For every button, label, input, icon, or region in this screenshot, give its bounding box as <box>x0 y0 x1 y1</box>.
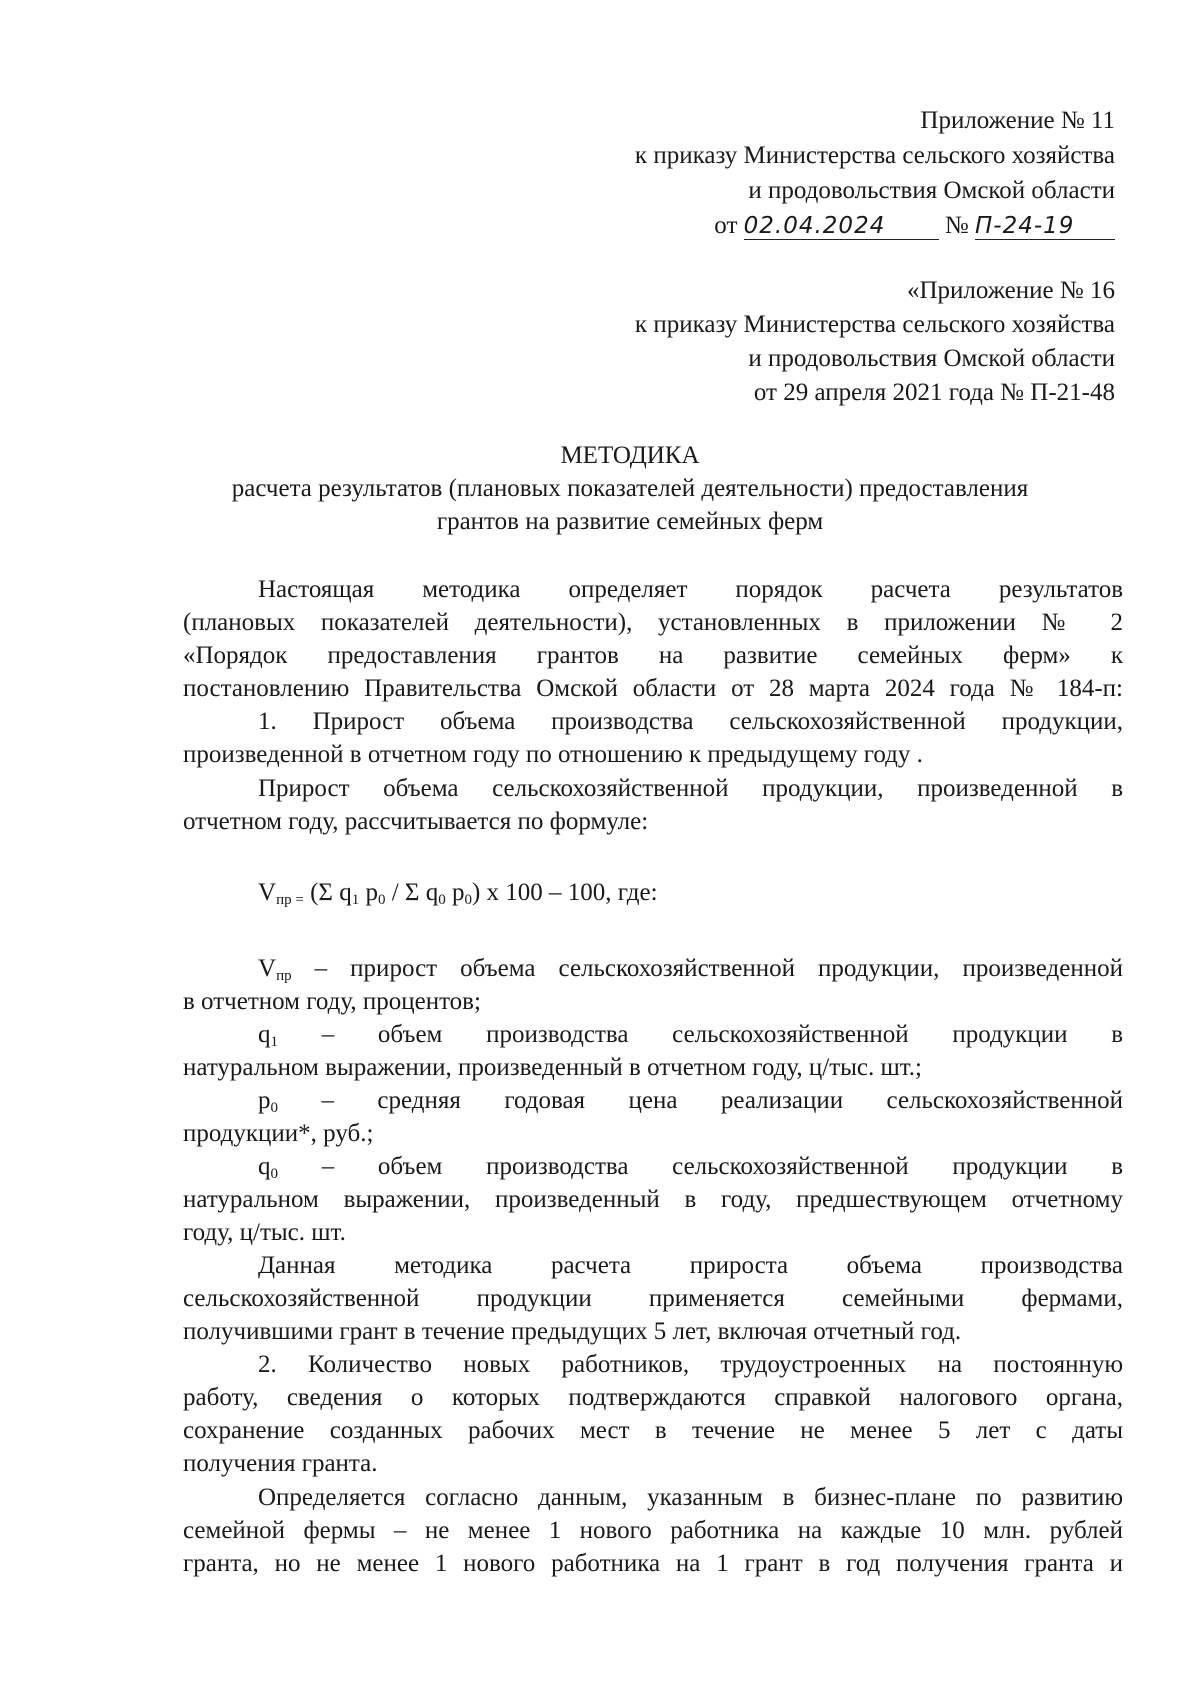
def-q0-sub: 0 <box>270 1166 278 1182</box>
def-p0-sub: 0 <box>270 1100 278 1116</box>
growth-paragraph-line1: Прирост объема сельскохозяйственной продукции, произведенной в <box>258 775 1123 802</box>
formula-part1: (Σ q <box>303 879 352 906</box>
def-q0-line3: году, ц/тыс. шт. <box>183 1219 346 1246</box>
header1-line1: Приложение № 11 <box>920 107 1115 134</box>
formula <box>258 877 658 916</box>
formula-q0-sub: 0 <box>438 892 446 908</box>
formula-part3: / Σ q <box>385 879 439 906</box>
header1-line2: к приказу Министерства сельского хозяйства <box>634 142 1115 169</box>
applicability-line2: сельскохозяйственной продукции применяется семейными фермами, <box>183 1285 1123 1312</box>
document-subtitle-line1: расчета результатов (плановых показателей деятельности) предоставления <box>231 475 1029 502</box>
formula-part4: p <box>445 879 465 906</box>
formula-p0-sub-b: 0 <box>464 892 472 908</box>
paragraph-intro-line4: постановлению Правительства Омской области от 28 марта 2024 года № 184-п: <box>183 675 1123 702</box>
header2-line2: к приказу Министерства сельского хозяйства <box>634 311 1115 338</box>
def-q1-line2: натуральном выражении, произведенный в отчетном году, ц/тыс. шт.; <box>183 1054 923 1081</box>
workers-paragraph-line2: семейной фермы – не менее 1 нового работника на каждые 10 млн. рублей <box>183 1517 1123 1544</box>
formula-p0-sub-a: 0 <box>377 892 386 908</box>
formula-v: V <box>258 879 277 906</box>
number-sign: № <box>944 212 969 239</box>
item1-line2: произведенной в отчетном году по отношению к предыдущему году . <box>183 741 923 768</box>
def-v-symbol: V <box>258 955 277 982</box>
handwritten-number-field <box>975 213 1115 240</box>
def-v-sub: пр <box>276 968 292 984</box>
header1-line3: и продовольствия Омской области <box>748 177 1115 204</box>
formula-part2: p <box>359 879 378 906</box>
formula-v-sub: пр = <box>276 892 304 908</box>
paragraph-intro-line1: Настоящая методика определяет порядок расчета результатов <box>258 576 1123 603</box>
formula-part5: ) х 100 – 100, где: <box>471 879 658 906</box>
def-q0-text: – объем производства сельскохозяйственной продукции в <box>278 1153 1123 1180</box>
applicability-line1: Данная методика расчета прироста объема производства <box>258 1252 1123 1279</box>
def-p0-line2: продукции*, руб.; <box>183 1120 374 1147</box>
handwritten-date: 02.04.2024 <box>743 213 886 239</box>
paragraph-intro-line3: «Порядок предоставления грантов на развитие семейных ферм» к <box>183 642 1123 669</box>
item2-line4: получения гранта. <box>183 1450 378 1477</box>
document-subtitle-line2: грантов на развитие семейных ферм <box>436 508 824 535</box>
header2-line4: от 29 апреля 2021 года № П-21-48 <box>753 379 1115 406</box>
paragraph-intro-line2: (плановых показателей деятельности), установленных в приложении № 2 <box>183 609 1123 636</box>
def-p0-text: – средняя годовая цена реализации сельскохозяйственной <box>278 1087 1123 1114</box>
formula-q1-sub: 1 <box>351 892 360 908</box>
growth-paragraph-line2: отчетном году, рассчитывается по формуле: <box>183 808 649 835</box>
ot-label: от <box>714 212 738 239</box>
def-q1-symbol: q <box>258 1021 271 1048</box>
workers-paragraph-line3: гранта, но не менее 1 нового работника на 1 грант в год получения гранта и <box>183 1550 1123 1577</box>
def-q0-line2: натуральном выражении, произведенный в году, предшествующем отчетному <box>183 1186 1123 1213</box>
handwritten-number: П-24-19 <box>975 213 1075 239</box>
handwritten-date-field <box>744 213 939 240</box>
header1-date-line <box>714 210 1115 242</box>
item2-line2: работу, сведения о которых подтверждаются справкой налогового органа, <box>183 1384 1123 1411</box>
item2-line3: сохранение созданных рабочих мест в течение не менее 5 лет с даты <box>183 1417 1123 1444</box>
def-p0-line1 <box>258 1085 1123 1124</box>
item2-line1: 2. Количество новых работников, трудоустроенных на постоянную <box>258 1351 1123 1378</box>
document-title: МЕТОДИКА <box>560 442 700 469</box>
workers-paragraph-line1: Определяется согласно данным, указанным в бизнес-плане по развитию <box>258 1484 1123 1511</box>
applicability-line3: получившими грант в течение предыдущих 5 лет, включая отчетный год. <box>183 1318 962 1345</box>
item1-line1: 1. Прирост объема производства сельскохозяйственной продукции, <box>258 708 1123 735</box>
def-v-text: – прирост объема сельскохозяйственной продукции, произведенной <box>291 955 1123 982</box>
def-q1-sub: 1 <box>270 1034 278 1050</box>
def-q0-symbol: q <box>258 1153 271 1180</box>
header2-line3: и продовольствия Омской области <box>748 345 1115 372</box>
def-q1-text: – объем производства сельскохозяйственной продукции в <box>278 1021 1123 1048</box>
def-v-line2: в отчетном году, процентов; <box>183 988 481 1015</box>
header2-line1: «Приложение № 16 <box>906 277 1115 304</box>
def-p0-symbol: p <box>258 1087 271 1114</box>
